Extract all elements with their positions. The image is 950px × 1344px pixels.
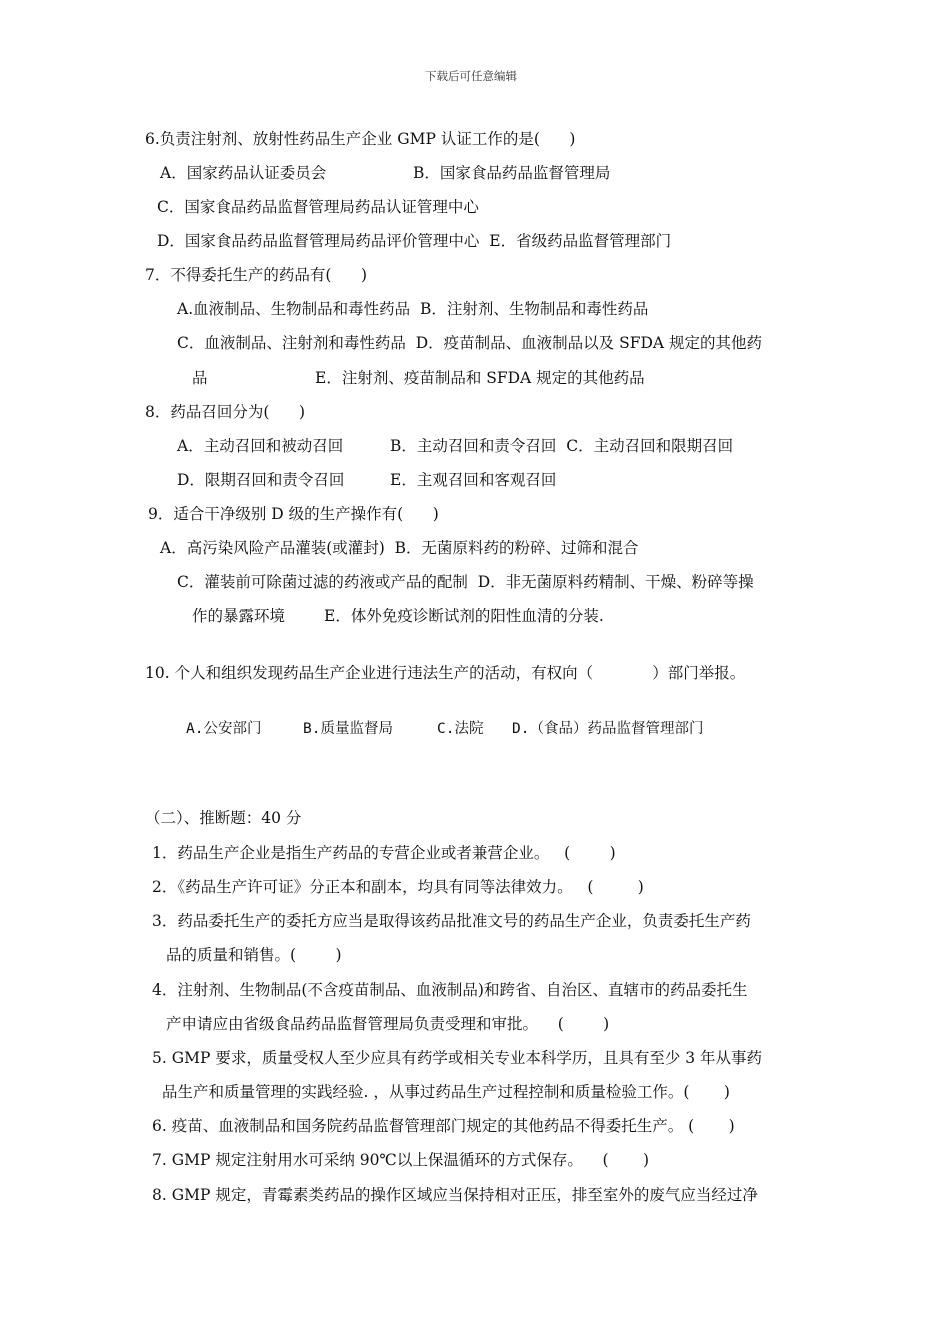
question-9-option-d-continued: 作的暴露环境 — [192, 607, 286, 625]
question-9-option-e: E．体外免疫诊断试剂的阳性血清的分装. — [324, 607, 604, 625]
question-10-option-d: D.（食品）药品监督管理部门 — [512, 721, 704, 737]
page-header: 下载后可任意编辑 — [425, 69, 517, 83]
question-9-option-ab: A．高污染风险产品灌装(或灌封) B．无菌原料药的粉碎、过筛和混合 — [160, 539, 639, 557]
section-2-title: （二）、推断题：40 分 — [145, 809, 302, 827]
judgment-item-8: 8. GMP 规定，青霉素类药品的操作区域应当保持相对正压，排至室外的废气应当经过净 — [152, 1186, 758, 1204]
judgment-item-5-continued: 品生产和质量管理的实践经验. ，从事过药品生产过程控制和质量检验工作。( ) — [162, 1083, 730, 1101]
question-7-option-e: E．注射剂、疫苗制品和 SFDA 规定的其他药品 — [315, 369, 645, 387]
question-8-option-a: A．主动召回和被动召回 — [177, 437, 344, 455]
judgment-item-3-continued: 品的质量和销售。( ) — [166, 946, 342, 964]
question-6-option-de: D．国家食品药品监督管理局药品评价管理中心 E．省级药品监督管理部门 — [157, 232, 672, 250]
question-7-option-cd: C．血液制品、注射剂和毒性药品 D．疫苗制品、血液制品以及 SFDA 规定的其他药 — [177, 334, 762, 352]
judgment-item-4-continued: 产申请应由省级食品药品监督管理局负责受理和审批。 ( ) — [166, 1015, 610, 1033]
judgment-item-6: 6. 疫苗、血液制品和国务院药品监督管理部门规定的其他药品不得委托生产。 ( ) — [152, 1117, 735, 1135]
question-8-option-e: E．主观召回和客观召回 — [390, 471, 557, 489]
question-8-option-d: D．限期召回和责令召回 — [177, 471, 345, 489]
question-6-option-c: C．国家食品药品监督管理局药品认证管理中心 — [157, 198, 479, 216]
question-7-stem: 7．不得委托生产的药品有( ) — [145, 266, 368, 284]
question-8-option-bc: B．主动召回和责令召回 C．主动召回和限期召回 — [390, 437, 734, 455]
question-9-option-cd: C．灌装前可除菌过滤的药液或产品的配制 D．非无菌原料药精制、干燥、粉碎等操 — [177, 573, 754, 591]
question-9-stem: 9．适合干净级别 D 级的生产操作有( ) — [148, 505, 439, 523]
judgment-item-4: 4．注射剂、生物制品(不含疫苗制品、血液制品)和跨省、自治区、直辖市的药品委托生 — [152, 981, 748, 999]
question-8-stem: 8．药品召回分为( ) — [145, 403, 306, 421]
question-10-option-c: C.法院 — [437, 721, 484, 737]
question-6-option-a: A．国家药品认证委员会 — [160, 164, 327, 182]
judgment-item-3: 3．药品委托生产的委托方应当是取得该药品批准文号的药品生产企业，负责委托生产药 — [152, 912, 751, 930]
question-10-stem: 10. 个人和组织发现药品生产企业进行违法生产的活动，有权向（ ）部门举报。 — [145, 664, 746, 682]
question-6-stem: 6.负责注射剂、放射性药品生产企业 GMP 认证工作的是( ) — [145, 130, 576, 148]
question-7-option-ab: A.血液制品、生物制品和毒性药品 B．注射剂、生物制品和毒性药品 — [177, 300, 649, 318]
judgment-item-7: 7. GMP 规定注射用水可采纳 90℃以上保温循环的方式保存。 ( ) — [152, 1151, 650, 1169]
question-10-option-a: A.公安部门 — [186, 721, 262, 737]
judgment-item-2: 2．《药品生产许可证》分正本和副本，均具有同等法律效力。 ( ) — [152, 878, 644, 896]
question-6-option-b: B．国家食品药品监督管理局 — [413, 164, 611, 182]
judgment-item-1: 1．药品生产企业是指生产药品的专营企业或者兼营企业。 ( ) — [152, 844, 616, 862]
question-7-option-d-continued: 品 — [192, 369, 208, 387]
judgment-item-5: 5. GMP 要求，质量受权人至少应具有药学或相关专业本科学历，且具有至少 3 年从事药 — [152, 1049, 763, 1067]
question-10-option-b: B.质量监督局 — [303, 721, 393, 737]
